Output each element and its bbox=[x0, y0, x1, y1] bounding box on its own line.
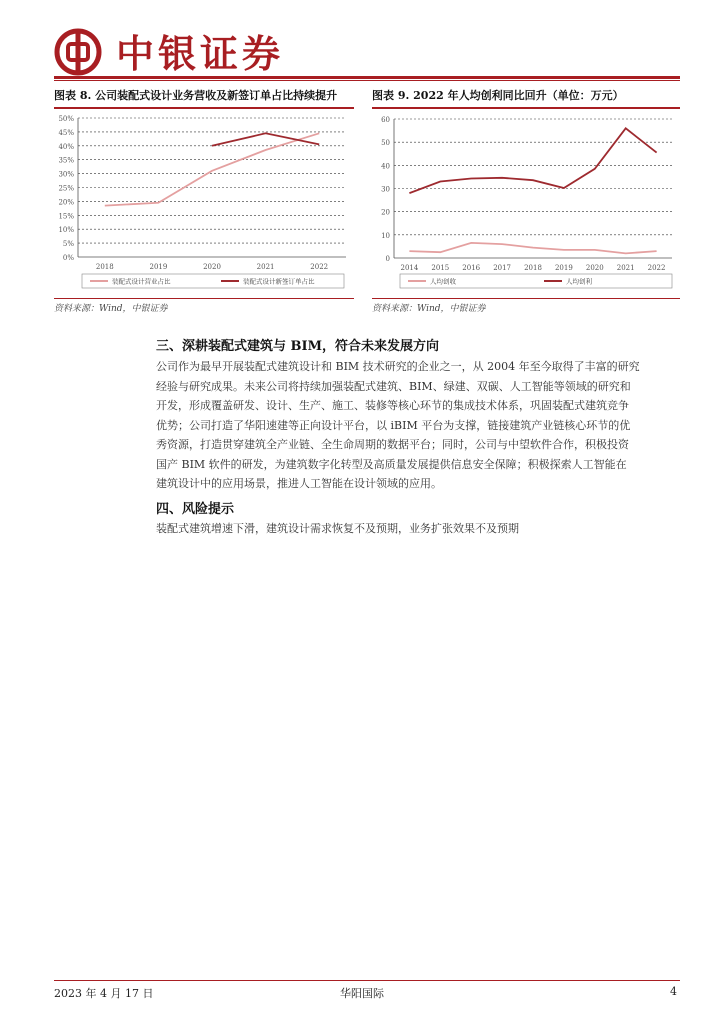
y-tick-label: 30% bbox=[58, 170, 74, 179]
series-line-1 bbox=[105, 133, 319, 205]
x-tick-label: 2018 bbox=[95, 263, 114, 271]
y-tick-label: 5% bbox=[62, 240, 74, 249]
header-rule bbox=[54, 76, 680, 79]
figure-8 bbox=[54, 86, 354, 109]
body-line: 开发，形成覆盖研发、设计、生产、施工、装修等核心环节的集成技术体系，巩固装配式建筑竞争 bbox=[156, 399, 629, 412]
footer-date: 2023 年 4 月 17 日 bbox=[54, 987, 154, 1000]
body-line: 经验与研究成果。未来公司将持续加强装配式建筑、BIM、绿建、双碳、人工智能等领域的研究和 bbox=[156, 379, 631, 393]
y-tick-label: 0% bbox=[62, 254, 74, 262]
y-tick-label: 45% bbox=[58, 128, 74, 137]
series-line-1 bbox=[409, 243, 656, 254]
legend-label: 装配式设计营业占比 bbox=[112, 277, 171, 286]
y-tick-label: 60 bbox=[381, 116, 390, 124]
x-tick-label: 2016 bbox=[462, 264, 481, 272]
header-rule-thin bbox=[54, 80, 680, 81]
body-line: 秀资源，打造贯穿建筑全产业链、全生命周期的数据平台；同时，公司与中望软件合作，积极投资 bbox=[156, 438, 629, 451]
x-tick-label: 2018 bbox=[524, 264, 542, 272]
legend-label: 装配式设计新签订单占比 bbox=[243, 277, 315, 286]
x-tick-label: 2014 bbox=[400, 264, 419, 272]
y-tick-label: 0 bbox=[385, 255, 390, 263]
x-tick-label: 2015 bbox=[431, 264, 450, 272]
y-tick-label: 20 bbox=[381, 208, 390, 217]
figure-9-chart bbox=[372, 110, 680, 296]
bank-of-china-logo-icon bbox=[54, 28, 102, 76]
y-tick-label: 10 bbox=[381, 231, 390, 240]
body-line: 建筑设计中的应用场景，推进人工智能在设计领域的应用。 bbox=[156, 477, 442, 490]
y-tick-label: 35% bbox=[58, 156, 74, 165]
x-tick-label: 2021 bbox=[616, 264, 635, 272]
x-tick-label: 2021 bbox=[256, 263, 275, 271]
section-3-body bbox=[156, 357, 680, 494]
footer-page-number: 4 bbox=[670, 985, 677, 998]
y-tick-label: 40 bbox=[381, 162, 390, 171]
x-tick-label: 2019 bbox=[149, 263, 168, 271]
figure-8-title-rule bbox=[54, 107, 354, 109]
legend-label: 人均创收 bbox=[430, 277, 456, 286]
x-tick-label: 2019 bbox=[554, 264, 573, 272]
x-tick-label: 2020 bbox=[585, 264, 604, 272]
section-4-body: 装配式建筑增速下滑，建筑设计需求恢复不及预期，业务扩张效果不及预期 bbox=[156, 522, 519, 535]
y-tick-label: 15% bbox=[58, 212, 74, 221]
y-tick-label: 50% bbox=[58, 115, 74, 123]
figure-8-source: 资料来源：Wind，中银证券 bbox=[54, 304, 168, 314]
y-tick-label: 30 bbox=[381, 185, 390, 194]
x-tick-label: 2022 bbox=[647, 264, 666, 272]
x-tick-label: 2020 bbox=[203, 263, 221, 271]
x-tick-label: 2017 bbox=[493, 264, 512, 272]
page-header bbox=[54, 26, 680, 82]
y-tick-label: 50 bbox=[381, 139, 390, 148]
y-tick-label: 20% bbox=[58, 198, 74, 207]
series-line-2 bbox=[212, 133, 319, 146]
brand-name: 中银证券 bbox=[116, 31, 285, 76]
figure-8-title: 图表 8. 公司装配式设计业务营收及新签订单占比持续提升 bbox=[54, 89, 338, 102]
x-tick-label: 2022 bbox=[310, 263, 329, 271]
y-tick-label: 25% bbox=[58, 184, 74, 193]
figure-8-chart bbox=[54, 110, 354, 296]
figure-9 bbox=[372, 86, 680, 109]
y-tick-label: 40% bbox=[58, 142, 74, 151]
footer-rule bbox=[54, 980, 680, 981]
legend-label: 人均创利 bbox=[566, 277, 592, 286]
section-4-title: 四、风险提示 bbox=[156, 502, 235, 517]
figure-8-bottom-rule bbox=[54, 298, 354, 299]
section-3-title: 三、深耕装配式建筑与 BIM，符合未来发展方向 bbox=[156, 339, 439, 354]
series-line-2 bbox=[409, 128, 656, 193]
y-tick-label: 10% bbox=[58, 226, 74, 235]
figure-9-title-rule bbox=[372, 107, 680, 109]
figure-9-bottom-rule bbox=[372, 298, 680, 299]
figure-9-source: 资料来源：Wind，中银证券 bbox=[372, 304, 486, 314]
footer-company: 华阳国际 bbox=[340, 987, 384, 1000]
figure-9-title: 图表 9. 2022 年人均创利同比回升（单位：万元） bbox=[372, 89, 624, 102]
body-line: 优势；公司打造了华阳速建等正向设计平台，以 iBIM 平台为支撑，链接建筑产业链核心环节的优 bbox=[156, 418, 631, 432]
body-line: 国产 BIM 软件的研发，为建筑数字化转型及高质量发展提供信息安全保障；积极探索人工智能在 bbox=[156, 457, 627, 471]
body-line: 公司作为最早开展装配式建筑设计和 BIM 技术研究的企业之一，从 2004 年至今取得了丰富的研究 bbox=[156, 360, 640, 373]
